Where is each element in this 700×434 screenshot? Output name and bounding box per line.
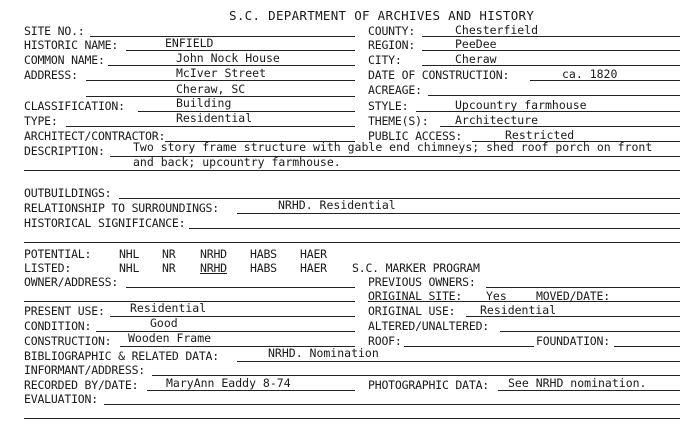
style-value: Upcountry farmhouse <box>455 98 587 112</box>
roof-label: ROOF: <box>368 334 402 348</box>
city-label: CITY: <box>368 53 402 67</box>
address-value-1: McIver Street <box>176 66 267 80</box>
recorded-by-value: MaryAnn Eaddy 8-74 <box>166 376 291 390</box>
acreage-label: ACREAGE: <box>368 83 422 97</box>
type-label: TYPE: <box>24 114 58 128</box>
outbuildings-label: OUTBUILDINGS: <box>24 186 112 200</box>
county-value: Chesterfield <box>455 23 539 37</box>
evaluation-label: EVALUATION: <box>24 392 98 406</box>
description-value-2: and back; upcountry farmhouse. <box>133 155 341 169</box>
potential-haer: HAER <box>300 247 327 261</box>
public-access-value: Restricted <box>505 128 575 142</box>
site-no-label: SITE NO.: <box>24 24 85 38</box>
moved-date-line <box>614 301 680 302</box>
original-site-value: Yes <box>486 289 507 303</box>
evaluation-line <box>104 404 680 405</box>
condition-value: Good <box>150 316 178 330</box>
owner-address-label: OWNER/ADDRESS: <box>24 275 119 289</box>
themes-label: THEME(S): <box>368 114 429 128</box>
style-label: STYLE: <box>368 99 409 113</box>
common-name-value: John Nock House <box>176 51 280 65</box>
date-of-construction-value: ca. 1820 <box>562 67 618 81</box>
description-value-1: Two story frame structure with gable end chimneys; shed roof porch on front <box>133 140 653 154</box>
architect-label: ARCHITECT/CONTRACTOR: <box>24 129 166 143</box>
original-site-label: ORIGINAL SITE: <box>368 289 463 303</box>
potential-habs: HABS <box>250 247 277 261</box>
historical-significance-line <box>189 228 680 229</box>
construction-label: CONSTRUCTION: <box>24 334 112 348</box>
recorded-by-line <box>147 390 355 391</box>
classification-value: Building <box>176 96 232 110</box>
public-access-label: PUBLIC ACCESS: <box>368 129 463 143</box>
bibliographic-line <box>237 361 680 362</box>
foundation-line <box>614 346 680 347</box>
owner-address-line <box>126 287 355 288</box>
listed-nrhd-underlined: NRHD <box>200 261 227 275</box>
moved-date-label: MOVED/DATE: <box>536 289 610 303</box>
listed-haer: HAER <box>300 261 327 275</box>
address-value-2: Cheraw, SC <box>176 82 246 96</box>
classification-label: CLASSIFICATION: <box>24 99 125 113</box>
historical-significance-label: HISTORICAL SIGNIFICANCE: <box>24 216 186 230</box>
region-value: PeeDee <box>455 37 497 51</box>
roof-line <box>404 346 534 347</box>
relationship-label: RELATIONSHIP TO SURROUNDINGS: <box>24 201 219 215</box>
type-line <box>66 126 355 127</box>
common-name-label: COMMON NAME: <box>24 53 105 67</box>
marker-program-label: S.C. MARKER PROGRAM <box>352 261 480 275</box>
present-use-value: Residential <box>130 301 207 315</box>
photographic-value: See NRHD nomination. <box>508 376 647 390</box>
previous-owners-label: PREVIOUS OWNERS: <box>368 275 476 289</box>
acreage-line <box>428 95 680 96</box>
condition-label: CONDITION: <box>24 319 92 333</box>
bibliographic-label: BIBLIOGRAPHIC & RELATED DATA: <box>24 349 219 363</box>
listed-nhl: NHL <box>119 261 140 275</box>
potential-label: POTENTIAL: <box>24 247 92 261</box>
listed-habs: HABS <box>250 261 277 275</box>
evaluation-line-2 <box>24 418 680 419</box>
present-use-label: PRESENT USE: <box>24 304 105 318</box>
informant-label: INFORMANT/ADDRESS: <box>24 363 146 377</box>
foundation-label: FOUNDATION: <box>536 334 610 348</box>
photographic-label: PHOTOGRAPHIC DATA: <box>368 378 490 392</box>
bibliographic-value: NRHD. Nomination <box>268 346 379 360</box>
address-label: ADDRESS: <box>24 68 78 82</box>
listed-nr: NR <box>162 261 176 275</box>
potential-nrhd: NRHD <box>200 247 227 261</box>
outbuildings-line <box>119 198 680 199</box>
site-no-line <box>90 36 355 37</box>
potential-nhl: NHL <box>119 247 140 261</box>
city-value: Cheraw <box>455 52 497 66</box>
relationship-value: NRHD. Residential <box>278 198 396 212</box>
county-label: COUNTY: <box>368 24 416 38</box>
altered-label: ALTERED/UNALTERED: <box>368 319 490 333</box>
address-line-1 <box>86 80 355 81</box>
original-use-label: ORIGINAL USE: <box>368 304 456 318</box>
type-value: Residential <box>176 111 253 125</box>
present-use-line <box>110 316 355 317</box>
original-use-value: Residential <box>480 303 557 317</box>
date-of-construction-label: DATE OF CONSTRUCTION: <box>368 68 510 82</box>
themes-value: Architecture <box>455 113 539 127</box>
public-access-line <box>472 141 680 142</box>
region-label: REGION: <box>368 38 416 52</box>
construction-value: Wooden Frame <box>128 331 212 345</box>
listed-label: LISTED: <box>24 261 72 275</box>
previous-owners-line <box>486 287 680 288</box>
relationship-line <box>237 213 680 214</box>
altered-line <box>500 331 680 332</box>
potential-nr: NR <box>162 247 176 261</box>
recorded-by-label: RECORDED BY/DATE: <box>24 378 139 392</box>
description-line-2 <box>24 170 680 171</box>
historic-name-label: HISTORIC NAME: <box>24 38 119 52</box>
historical-significance-line-2 <box>24 242 680 243</box>
description-label: DESCRIPTION: <box>24 144 105 158</box>
photographic-line <box>498 390 680 391</box>
historic-name-value: ENFIELD <box>165 36 214 50</box>
form-title: S.C. DEPARTMENT OF ARCHIVES AND HISTORY <box>229 8 535 23</box>
